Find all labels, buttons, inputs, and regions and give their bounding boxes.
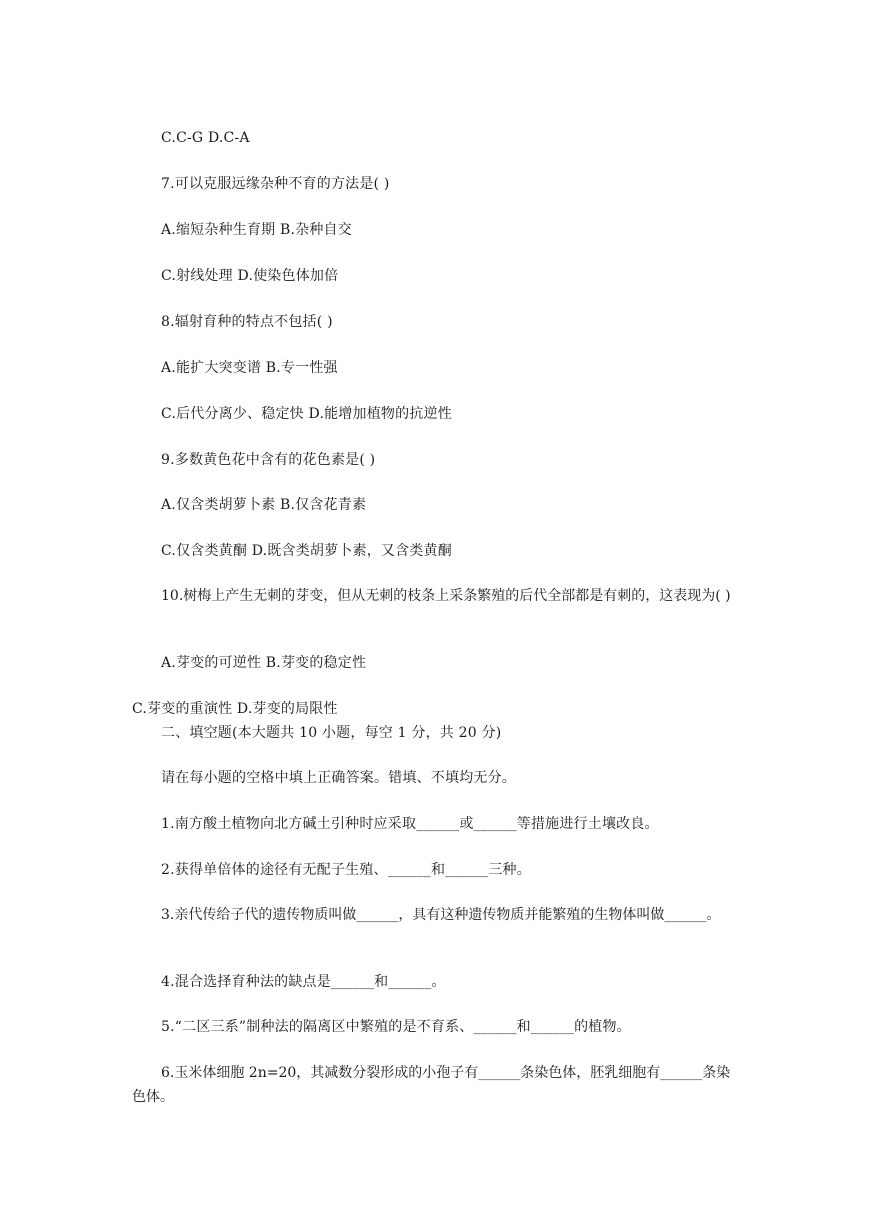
fill-question-1: 1.南方酸土植物向北方碱土引种时应采取______或______等措施进行土壤改良。 [161,816,659,832]
option-line-9ab: A.仅含类胡萝卜素 B.仅含花青素 [161,497,367,513]
question-7: 7.可以克服远缘杂种不育的方法是( ) [161,176,390,192]
section-heading-fill-in: 二、填空题(本大题共 10 小题，每空 1 分，共 20 分) [161,725,502,741]
option-line-6cd: C.C-G D.C-A [161,130,250,146]
fill-question-2: 2.获得单倍体的途径有无配子生殖、______和______三种。 [161,862,531,878]
option-line-8cd: C.后代分离少、稳定快 D.能增加植物的抗逆性 [161,406,452,422]
fill-question-4: 4.混合选择育种法的缺点是______和______。 [161,974,446,990]
question-8: 8.辐射育种的特点不包括( ) [161,314,333,330]
option-line-7ab: A.缩短杂种生育期 B.杂种自交 [161,222,352,238]
option-line-7cd: C.射线处理 D.使染色体加倍 [161,268,339,284]
section-instructions: 请在每小题的空格中填上正确答案。错填、不填均无分。 [161,770,516,786]
fill-question-3: 3.亲代传给子代的遗传物质叫做______，具有这种遗传物质并能繁殖的生物体叫做______。 [161,907,721,923]
fill-question-6: 6.玉米体细胞 2n=20，其减数分裂形成的小孢子有______条染色体，胚乳细胞有______条染色体。 [132,1065,731,1105]
question-9: 9.多数黄色花中含有的花色素是( ) [161,452,376,468]
option-line-9cd: C.仅含类黄酮 D.既含类胡萝卜素，又含类黄酮 [161,543,452,559]
option-line-8ab: A.能扩大突变谱 B.专一性强 [161,360,338,376]
question-10: 10.树梅上产生无刺的芽变，但从无刺的枝条上采条繁殖的后代全部都是有刺的，这表现为( ) [161,588,731,604]
fill-question-5: 5.“二区三系”制种法的隔离区中繁殖的是不育系、______和______的植物。 [161,1019,631,1035]
option-line-10cd: C.芽变的重演性 D.芽变的局限性 [132,701,338,717]
option-line-10ab: A.芽变的可逆性 B.芽变的稳定性 [161,655,367,671]
